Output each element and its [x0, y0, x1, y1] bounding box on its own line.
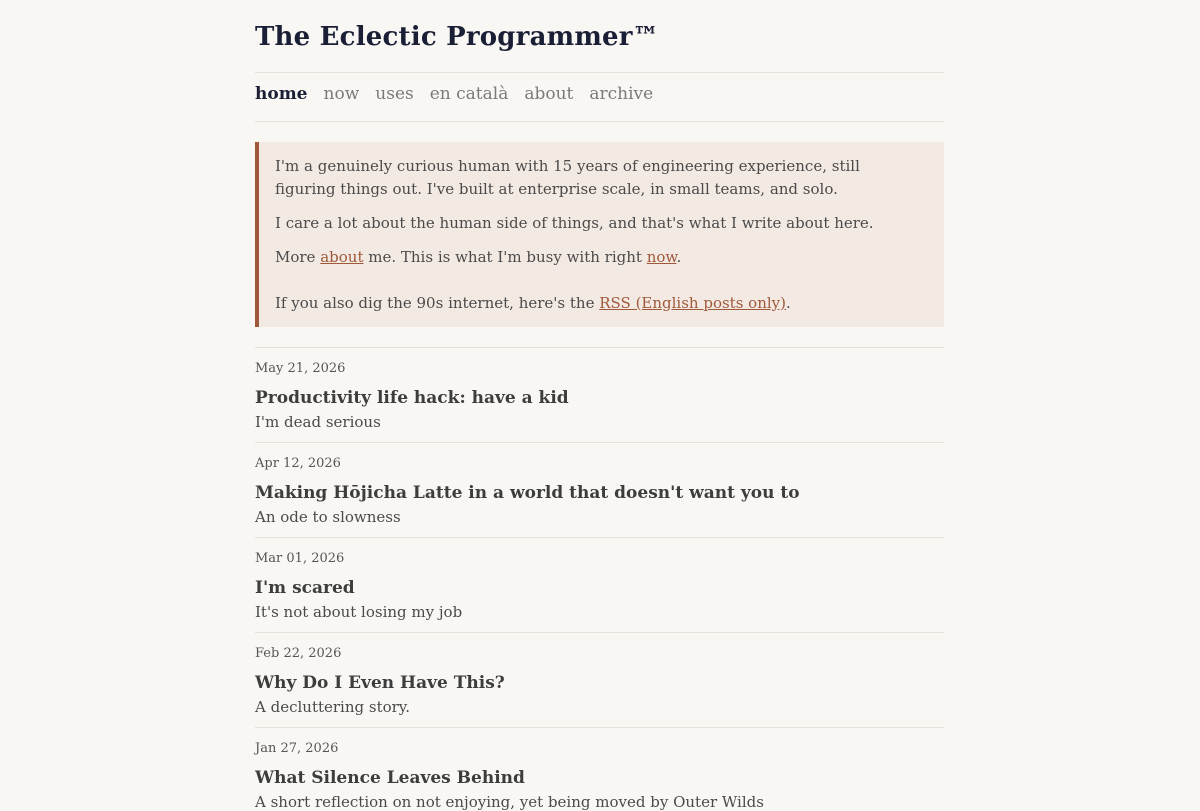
intro-period: .: [676, 248, 682, 266]
nav-en-catala[interactable]: en català: [429, 84, 509, 104]
post-divider: [255, 727, 944, 728]
post-date: Feb 22, 2026: [255, 646, 342, 661]
post-subtitle: I'm dead serious: [255, 413, 381, 431]
nav-home[interactable]: home: [255, 84, 308, 104]
post-title-link[interactable]: Why Do I Even Have This?: [255, 673, 505, 693]
post-divider: [255, 537, 944, 538]
header-divider: [255, 72, 944, 73]
intro-rss-period: .: [786, 294, 791, 312]
intro-paragraph-rss: [275, 292, 924, 315]
intro-paragraph-links: [275, 246, 924, 269]
nav-uses[interactable]: uses: [375, 84, 414, 104]
intro-box: [255, 142, 944, 327]
intro-more-text: More: [275, 248, 321, 266]
post-subtitle: A short reflection on not enjoying, yet being moved by Outer Wilds: [255, 793, 764, 811]
post-subtitle: It's not about losing my job: [255, 603, 463, 621]
post-subtitle: An ode to slowness: [255, 508, 401, 526]
intro-divider: [255, 347, 944, 348]
nav-now[interactable]: now: [323, 84, 360, 104]
intro-rss-text: If you also dig the 90s internet, here's the: [275, 294, 600, 312]
rss-link[interactable]: RSS (English posts only): [599, 294, 786, 312]
post-divider: [255, 442, 944, 443]
post-divider: [255, 632, 944, 633]
main-nav: [255, 84, 653, 104]
intro-busy-text: me. This is what I'm busy with right: [363, 248, 647, 266]
post-date: Jan 27, 2026: [255, 741, 339, 756]
post-title-link[interactable]: Productivity life hack: have a kid: [255, 388, 569, 408]
intro-paragraph-human: I care a lot about the human side of things, and that's what I write about here.: [275, 214, 874, 232]
intro-about-link[interactable]: about: [320, 248, 364, 266]
post-subtitle: A decluttering story.: [255, 698, 411, 716]
nav-divider: [255, 121, 944, 122]
post-title-link[interactable]: Making Hōjicha Latte in a world that doesn't want you to: [255, 483, 800, 503]
post-date: Apr 12, 2026: [255, 456, 341, 471]
site-title[interactable]: The Eclectic Programmer™: [255, 22, 659, 52]
nav-archive[interactable]: archive: [589, 84, 654, 104]
intro-paragraph-experience: I'm a genuinely curious human with 15 years of engineering experience, still figuring things out. I've built at enterprise scale, in small teams, and solo.: [275, 157, 860, 198]
post-title-link[interactable]: I'm scared: [255, 578, 355, 598]
post-date: Mar 01, 2026: [255, 551, 345, 566]
post-title-link[interactable]: What Silence Leaves Behind: [255, 768, 525, 788]
nav-about[interactable]: about: [524, 84, 574, 104]
post-date: May 21, 2026: [255, 361, 346, 376]
intro-now-link[interactable]: now: [646, 248, 677, 266]
